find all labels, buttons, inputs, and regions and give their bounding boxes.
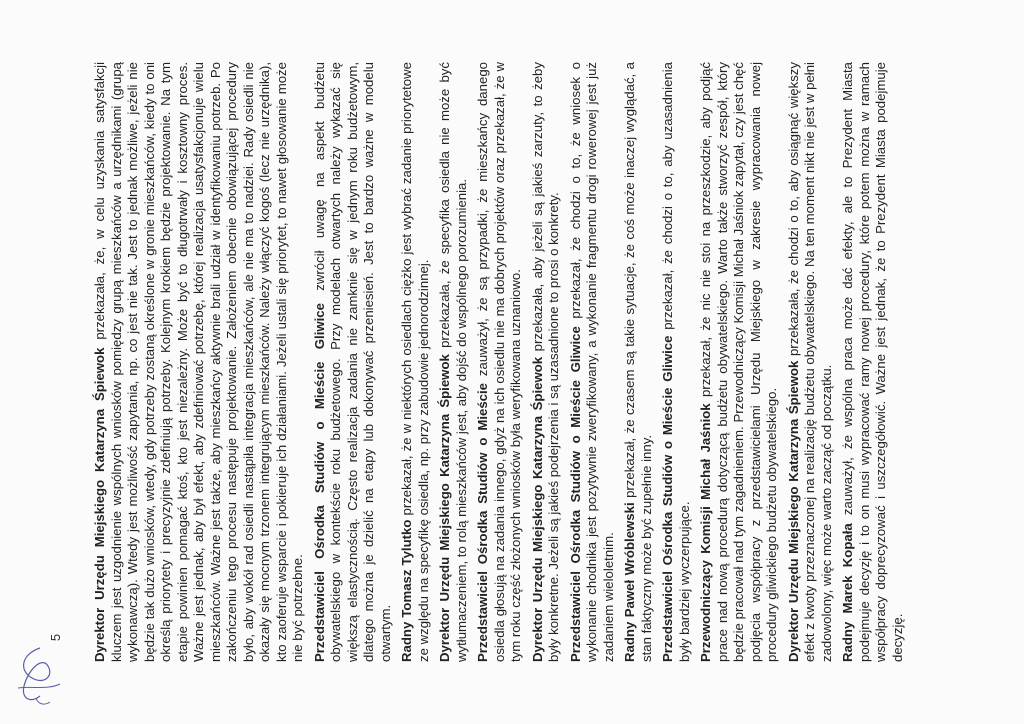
paragraph-text: przekazał, że czasem są takie sytuacje, że coś może inaczej wyglądać, a stan faktyczny może być zupełnie inny. [622,62,654,662]
speaker-name: Dyrektor Urzędu Miejskiego Katarzyna Śpiewok [92,347,107,662]
paragraph-text: przekazała, że specyfika osiedla nie może być wytłumaczeniem, to rolą mieszkańców jest, aby dojść do wspólnego porozumienia. [437,62,469,662]
speaker-name: Radny Marek Kopała [840,523,855,662]
speaker-name: Przedstawiciel Ośrodka Studiów o Mieście [475,383,490,662]
speaker-name: Dyrektor Urzędu Miejskiego Katarzyna Śpiewok [437,354,452,662]
paragraph-text: przekazał, że w niektórych osiedlach ciężko jest wybrać zadanie priorytetowe ze względu na specyfikę osiedla, np. przy zabudowie jednorodzinnej. [399,62,431,662]
paragraph [786,62,836,662]
speaker-name: Radny Paweł Wróblewski [622,502,637,662]
rotated-text-body [92,62,932,662]
paragraph-text: przekazał, że chodzi o to, aby uzasadnienia były bardziej wyczerpujące. [660,61,692,662]
speaker-name: Dyrektor Urzędu Miejskiego Katarzyna Śpiewok [785,360,801,662]
paragraph-text: przekazała, że, w celu uzyskania satysfakcji kluczem jest uzgodnienie wspólnych wniosków pomiędzy grupą mieszkańców a urzędnikami (grupą wykonawczą). Wtedy jest możliwość zapytania, np. co jest nie tak. Jest to jednak możliwe, jeżeli nie będzie tak dużo wniosków, wtedy, gdy potrzeby zostaną określone w gronie mieszkańców, kiedy to oni określą priorytety i precyzyjnie zdefiniują potrzeby. Kolejnym krokiem będzie projektowanie. Na tym etapie powinien pomagać ktoś, kto jest niezależny. Może być to długotrwały i kosztowny proces. Ważne jest jednak, aby był efekt, aby zdefiniować potrzebę, której realizacja usatysfakcjonuje wielu mieszkańców. Ważne jest także, aby mieszkańcy aktywnie brali udział w identyfikowaniu potrzeb. Po zakończeniu tego procesu następuje projektowanie. Założeniem obecnie obowiązującej procedury było, aby wokół rad osiedli nastąpiła integracja mieszkańców, ale nie ma to nadziei. Rady osiedli nie okazały się mocnym trzonem integrującym mieszkańców. Należy włączyć kogoś (lecz nie urzędnika), kto zaoferuje wsparcie i pokieruje ich działaniami. Jeżeli ustali się priorytet, to nawet głosowanie może nie być potrzebne. [92,62,305,662]
paragraph [622,62,655,662]
paragraph [399,62,432,662]
paragraph-text: zauważył, że są przypadki, że mieszkańcy danego osiedla głosują na zadania innego, gdyż na ich osiedlu nie ma dobrych projektów oraz przekazał, że w tym roku część złożonych wniosków była weryfikowana uznaniowo. [475,62,523,662]
paragraph [312,62,395,662]
paragraph-text: przekazała, aby jeżeli są jakieś zarzuty, to żeby były konkretne. Jeżeli są jakieś podejrzenia i są uzasadnione to prosi o konkrety. [529,62,561,662]
speaker-name: Radny Tomasz Tylutko [399,519,414,662]
paragraph [437,62,470,662]
speaker-name: Przedstawiciel Ośrodka Studiów o Mieście Gliwice [311,303,327,662]
speaker-name: Przedstawiciel Ośrodka Studiów o Mieście Gliwice [567,326,583,662]
paragraph [568,62,618,662]
paragraph-text: zwrócił uwagę na aspekt budżetu obywatelskiego w kontekście roku budżetowego. Przy modelach otwartych należy wykazać się większą elastycznością. Często realizacja zadania nie zamknie się w jednym roku budżetowym, dlatego można je dzielić na etapy lub dokonywać przeniesień. Jest to bardzo ważne w modelu otwartym. [311,62,393,662]
paragraph [92,62,307,662]
paragraph-text: przekazała, że chodzi o to, aby osiągnąć większy efekt z kwoty przeznaczonej na realizację budżetu obywatelskiego. Na ten moment nikt nie jest w pełni zadowolony, więc może warto zacząć od początku. [785,62,834,662]
handwritten-signature-icon [10,640,65,710]
paragraph-text: przekazał, że nic nie stoi na przeszkodzie, aby podjąć prace nad nową procedurą dotyczącą budżetu obywatelskiego. Warto także stworzyć zespół, który będzie pracował nad tym zagadnieniem. Przewodniczący Komisji Michał Jaśniok zapytał, czy jest chęć podjęcia współpracy z przedstawicielami Urzędu Miejskiego w zakresie wypracowania nowej procedury gliwickiego budżetu obywatelskiego. [698,62,779,662]
speaker-name: Przewodniczący Komisji Michał Jaśniok [698,403,713,662]
paragraph [698,62,781,662]
paragraph [840,62,906,662]
paragraph [475,62,525,662]
paragraph-text: przekazał, że chodzi o to, że wniosek o wykonanie chodnika jest pozytywnie zweryfikowany, a wykonanie fragmentu drogi rowerowej jest już zadaniem wieloletnim. [567,62,616,662]
paragraph [530,62,563,662]
paragraph [660,62,693,662]
paragraph-text: zauważył, że wspólna praca może dać efekty, ale to Prezydent Miasta podejmuje decyzję i to on musi wypracować ramy nowej procedury, które potem można w ramach współpracy doprecyzować i uszczegółowić. Ważne jest jednak, że to Prezydent Miasta podejmuje decyzję. [840,62,905,662]
page-number: 5 [48,633,64,642]
speaker-name: Przedstawiciel Ośrodka Studiów o Mieście Gliwice [660,335,675,662]
speaker-name: Dyrektor Urzędu Miejskiego Katarzyna Śpiewok [529,356,545,662]
